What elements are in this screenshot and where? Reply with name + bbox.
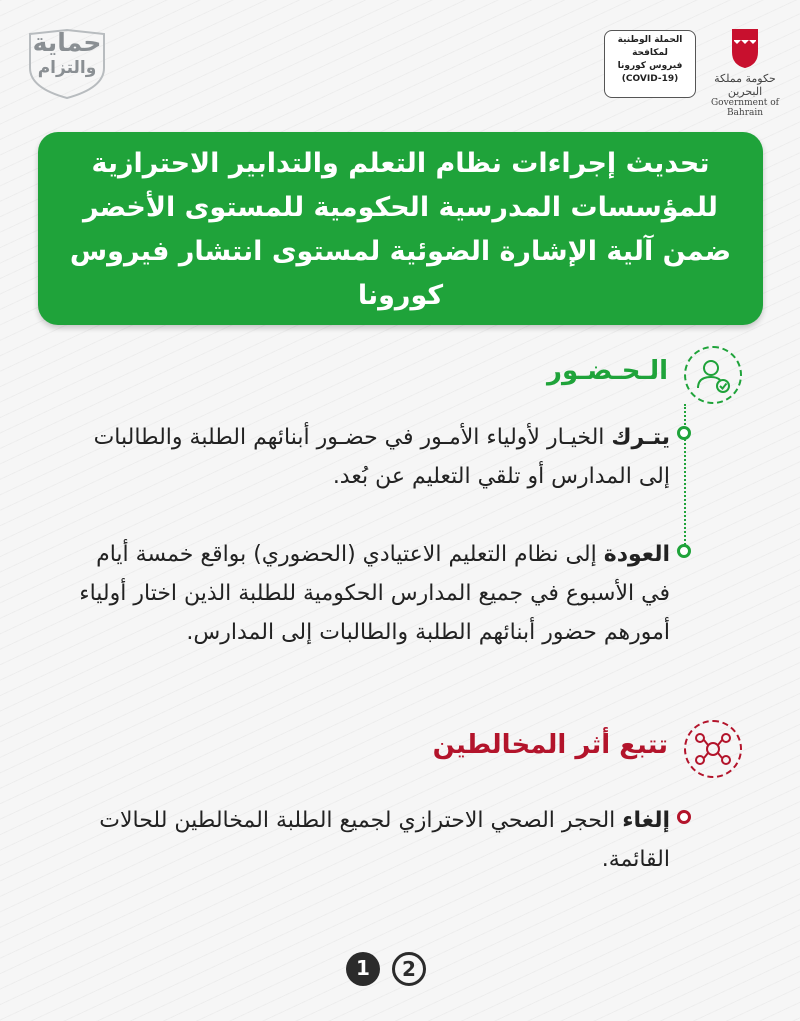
page-2-indicator[interactable]: 2 (392, 952, 426, 986)
himaya-logo-subtitle: والتزام (37, 58, 97, 78)
himaya-logo-title: حماية (32, 28, 102, 57)
contact-tracing-section-title: تتبع أثر المخالطين (432, 730, 668, 760)
attendance-section-title: الـحـضـور (547, 356, 668, 386)
attendance-item-1 (70, 418, 670, 496)
item-text: الخيـار لأولياء الأمـور في حضـور أبنائهم الطلبة والطالبات إلى المدارس أو تلقي التعليم عن بُعد. (93, 425, 670, 489)
bullet-dot (677, 810, 691, 824)
gov-english-name: Government of Bahrain (710, 98, 779, 118)
bullet-dot (677, 544, 691, 558)
banner-title: تحديث إجراءات نظام التعلم والتدابير الاحترازية للمؤسسات المدرسية الحكومية للمستوى الأخضر ضمن آلية الإشارة الضوئية لمستوى انتشار فيروس كورونا (69, 148, 732, 311)
item-text: الحجر الصحي الاحترازي لجميع الطلبة المخالطين للحالات القائمة. (99, 808, 670, 872)
campaign-line: (COVID-19) (621, 74, 679, 84)
campaign-line: لمكافحة (632, 48, 668, 58)
contact-tracing-item-1 (70, 801, 670, 879)
page-1-indicator[interactable]: 1 (346, 952, 380, 986)
person-check-icon (686, 348, 740, 402)
contact-tracing-icon (686, 722, 740, 776)
covid-campaign-logo (604, 30, 696, 98)
gov-arabic-name: حكومة مملكة البحرين (714, 72, 776, 98)
title-banner (38, 132, 763, 325)
government-logo (698, 28, 792, 118)
bullet-dot (677, 426, 691, 440)
himaya-logo (22, 28, 112, 98)
item-lead: العودة (603, 542, 670, 567)
item-lead: إلغاء (622, 808, 670, 833)
campaign-line: الحملة الوطنية (617, 35, 683, 45)
attendance-icon-badge (684, 346, 742, 404)
item-lead: يتـرك (611, 425, 670, 450)
bahrain-emblem-icon (731, 28, 759, 68)
contact-tracing-icon-badge (684, 720, 742, 778)
item-text: إلى نظام التعليم الاعتيادي (الحضوري) بواقع خمسة أيام في الأسبوع في جميع المدارس الحكومية للطلبة الذين اختار أولياء أمورهم حضور أبنائهم الطلبة والطالبات إلى المدارس. (79, 542, 670, 645)
campaign-line: فيروس كورونا (617, 61, 683, 71)
attendance-item-2 (70, 535, 670, 652)
